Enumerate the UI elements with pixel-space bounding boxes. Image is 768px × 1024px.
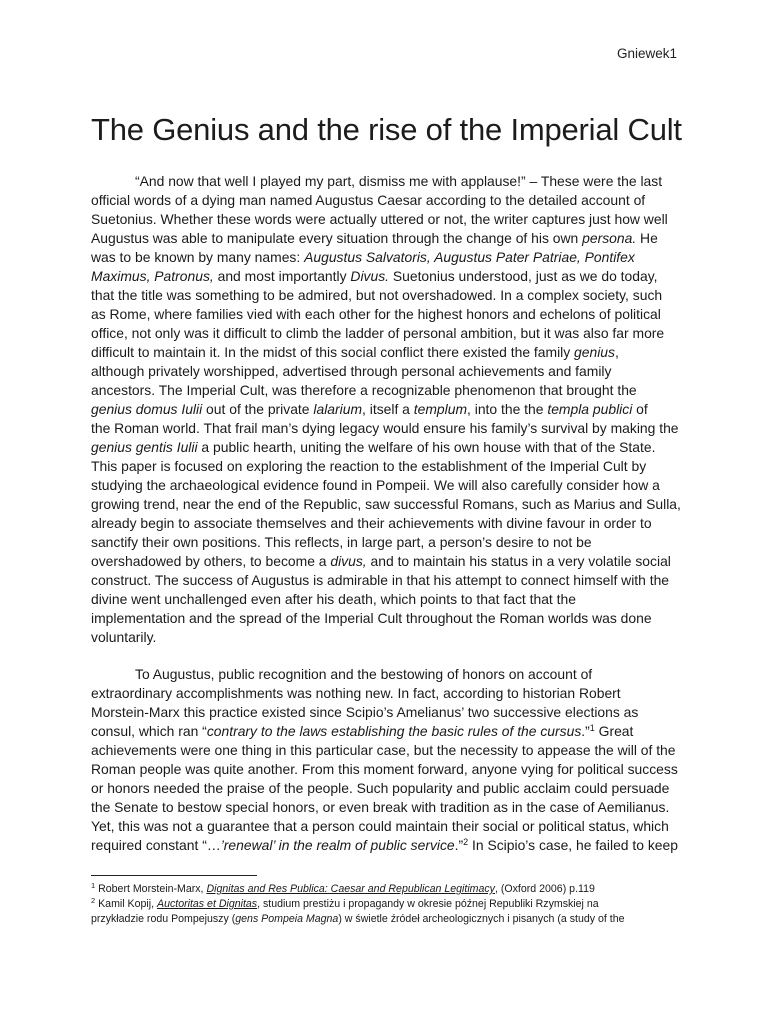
text-line xyxy=(91,248,683,267)
paragraph-2 xyxy=(91,665,683,855)
text-line xyxy=(91,741,683,760)
footnote-marker: 2 xyxy=(91,896,96,905)
text-run: required constant “… xyxy=(91,837,221,853)
text-run: overshadowed by others, to become a xyxy=(91,553,331,569)
footnote-marker: 1 xyxy=(589,723,595,733)
text-line xyxy=(91,882,691,897)
text-run: ancestors. The Imperial Cult, was therefore a recognizable phenomenon that brought the xyxy=(91,382,637,398)
text-line xyxy=(91,590,683,609)
text-run: out of the private xyxy=(202,401,314,417)
text-run: “And now that well I played my part, dismiss me with applause!” – These were the last xyxy=(135,173,663,189)
text-line xyxy=(91,438,683,457)
text-run: ) w świetle źródeł archeologicznych i pisanych (a study of the xyxy=(338,913,625,925)
italic-text: Maximus, Patronus, xyxy=(91,268,214,284)
text-line xyxy=(91,191,683,210)
text-line xyxy=(91,817,683,836)
footnote-marker: 1 xyxy=(91,881,96,890)
text-line xyxy=(91,703,683,722)
text-run: and most importantly xyxy=(213,268,351,284)
italic-text: contrary to the laws establishing the basic rules of the cursus xyxy=(206,723,582,739)
text-line xyxy=(91,665,683,684)
text-run: To Augustus, public recognition and the bestowing of honors on account of xyxy=(135,666,593,682)
text-line xyxy=(91,362,683,381)
italic-text: templum xyxy=(413,401,468,417)
text-line xyxy=(91,172,683,191)
text-run: studying the archaeological evidence found in Pompeii. We will also carefully consider how a xyxy=(91,477,660,493)
text-run: extraordinary accomplishments was nothing new. In fact, according to historian Robert xyxy=(91,685,621,701)
text-run: Morstein-Marx this practice existed since Scipio’s Amelianus’ two successive elections as xyxy=(91,704,639,720)
text-run: as Rome, where families vied with each other for the highest honors and echelons of political xyxy=(91,306,661,322)
text-line xyxy=(91,760,683,779)
text-line xyxy=(91,912,691,927)
text-run: already begin to associate themselves and their achievements with divine favour in order to xyxy=(91,515,652,531)
text-run: Robert Morstein-Marx, xyxy=(95,883,207,895)
underlined-title xyxy=(206,883,495,895)
italic-text: Augustus Salvatoris, Augustus Pater Patriae, Pontifex xyxy=(304,249,635,265)
italic-text: gens Pompeia Magna xyxy=(235,913,339,925)
text-line xyxy=(91,897,691,912)
text-run: the Senate to bestow special honors, or even break with tradition as in the case of Aemilianus. xyxy=(91,799,670,815)
text-line xyxy=(91,779,683,798)
text-line xyxy=(91,722,683,741)
italic-text: genius gentis Iulii xyxy=(91,439,198,455)
text-line xyxy=(91,495,683,514)
text-run: This paper is focused on exploring the reaction to the establishment of the Imperial Cult by xyxy=(91,458,647,474)
text-run: growing trend, near the end of the Republic, saw successful Romans, such as Marius and Sulla, xyxy=(91,496,681,512)
text-line xyxy=(91,210,683,229)
underlined-title xyxy=(157,898,257,910)
text-run: divine went unchallenged even after his death, which points to that fact that the xyxy=(91,591,576,607)
text-run: was to be known by many names: xyxy=(91,249,305,265)
footnote-marker: 2 xyxy=(463,837,469,847)
text-run: Suetonius understood, just as we do today, xyxy=(389,268,658,284)
text-run: Kamil Kopij, xyxy=(95,898,157,910)
italic-text: Auctoritas et Dignitas xyxy=(157,898,258,910)
italic-text: Dignitas and Res Publica: Caesar and Republican Legitimacy xyxy=(206,883,495,895)
text-line xyxy=(91,381,683,400)
text-line xyxy=(91,400,683,419)
text-run: , xyxy=(614,344,619,360)
footnotes xyxy=(91,882,691,927)
document-body xyxy=(91,172,683,855)
page-header: Gniewek1 xyxy=(616,46,677,61)
text-run: , into the the xyxy=(467,401,548,417)
italic-text: templa publici xyxy=(547,401,633,417)
text-run: official words of a dying man named Augustus Caesar according to the detailed account of xyxy=(91,192,646,208)
paragraph-1 xyxy=(91,172,683,647)
text-run: consul, which ran “ xyxy=(91,723,207,739)
italic-text: ’renewal’ in the realm of public service xyxy=(220,837,455,853)
text-run: achievements were one thing in this particular case, but the necessity to appease the will of the xyxy=(91,742,676,758)
text-run: difficult to maintain it. In the midst of this social conflict there existed the family xyxy=(91,344,575,360)
text-run: .” xyxy=(454,837,464,853)
text-run: In Scipio’s case, he failed to keep xyxy=(468,837,678,853)
text-line xyxy=(91,305,683,324)
italic-text: Divus. xyxy=(350,268,389,284)
text-run: przykładzie rodu Pompejuszy ( xyxy=(91,913,236,925)
text-run: Augustus was able to manipulate every situation through the change of his own xyxy=(91,230,583,246)
italic-text: genius domus Iulii xyxy=(91,401,203,417)
italic-text: genius xyxy=(574,344,615,360)
text-run: construct. The success of Augustus is admirable in that his attempt to connect himself with the xyxy=(91,572,670,588)
footnote-divider xyxy=(91,875,257,876)
text-run: that the title was something to be admired, but not overshadowed. In a complex society, such xyxy=(91,287,663,303)
text-run: Roman people was quite another. From this moment forward, anyone vying for political success xyxy=(91,761,678,777)
text-line xyxy=(91,514,683,533)
italic-text: divus, xyxy=(330,553,367,569)
text-run: Yet, this was not a guarantee that a person could maintain their social or political status, which xyxy=(91,818,669,834)
text-line xyxy=(91,343,683,362)
text-line xyxy=(91,571,683,590)
text-line xyxy=(91,267,683,286)
text-run: voluntarily. xyxy=(91,629,157,645)
text-line xyxy=(91,609,683,628)
text-line xyxy=(91,457,683,476)
text-run: .” xyxy=(581,723,590,739)
text-run: Great xyxy=(594,723,634,739)
text-run: and to maintain his status in a very volatile social xyxy=(366,553,671,569)
text-run: or honors needed the praise of the people. Such popularity and public acclaim could persuade xyxy=(91,780,670,796)
text-run: although privately worshipped, advertised through personal achievements and family xyxy=(91,363,612,379)
text-run: sanctify their own positions. This reflects, in large part, a person’s desire to not be xyxy=(91,534,592,550)
text-line xyxy=(91,286,683,305)
text-run: , (Oxford 2006) p.119 xyxy=(494,883,595,895)
text-run: Suetonius. Whether these words were actually uttered or not, the writer captures just how well xyxy=(91,211,668,227)
text-run: of xyxy=(632,401,648,417)
text-run: implementation and the spread of the Imperial Cult throughout the Roman worlds was done xyxy=(91,610,652,626)
text-line xyxy=(91,798,683,817)
text-run: , studium prestiżu i propagandy w okresie późnej Republiki Rzymskiej na xyxy=(257,898,599,910)
text-line xyxy=(91,552,683,571)
text-run: He xyxy=(636,230,658,246)
paragraph-gap xyxy=(91,647,683,665)
page-title: The Genius and the rise of the Imperial Cult xyxy=(91,112,682,147)
text-run: the Roman world. That frail man’s dying legacy would ensure his family’s survival by making the xyxy=(91,420,679,436)
text-run: , itself a xyxy=(362,401,414,417)
text-line xyxy=(91,476,683,495)
text-line xyxy=(91,229,683,248)
text-line xyxy=(91,836,683,855)
text-line xyxy=(91,684,683,703)
italic-text: persona. xyxy=(582,230,637,246)
text-run: office, not only was it difficult to climb the ladder of personal ambition, but it was also far more xyxy=(91,325,665,341)
italic-text: lalarium xyxy=(313,401,363,417)
text-line xyxy=(91,533,683,552)
text-run: a public hearth, uniting the welfare of his own house with that of the State. xyxy=(197,439,656,455)
text-line xyxy=(91,419,683,438)
text-line xyxy=(91,628,683,647)
text-line xyxy=(91,324,683,343)
